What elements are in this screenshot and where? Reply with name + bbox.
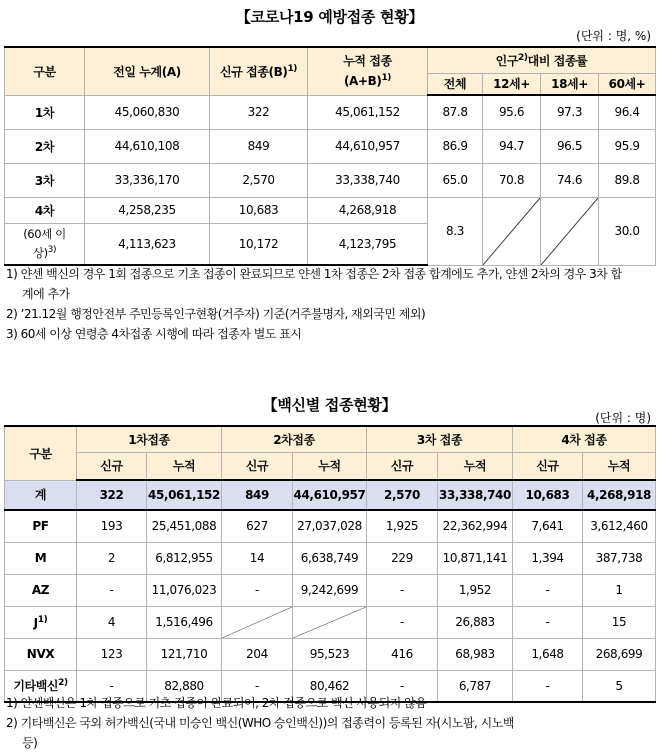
cell: - [513,670,583,702]
cell: 30.0 [599,197,656,265]
cell: 96.5 [541,129,599,163]
cell: - [222,670,293,702]
table-row [5,510,656,542]
cell: 10,172 [210,223,308,265]
cell: 11,076,023 [147,574,222,606]
cell: 89.8 [599,163,656,197]
cell: 6,638,749 [293,542,367,574]
cell: 4 [77,606,147,638]
cell: 193 [77,510,147,542]
diagonal-empty-cell [541,197,599,265]
cell: 10,871,141 [438,542,513,574]
cell: 95.9 [599,129,656,163]
note: 계에 추가 [22,287,70,301]
col-header-new: 신규 [367,452,438,480]
cell: 6,812,955 [147,542,222,574]
cell: 1,394 [513,542,583,574]
cell: 1 [583,574,656,606]
row-label: 계 [5,480,77,510]
cell: 26,883 [438,606,513,638]
total-row [5,480,656,510]
table-row [5,129,656,163]
cell: 229 [367,542,438,574]
col-header-category: 구분 [5,426,77,480]
cell: 123 [77,638,147,670]
cell: 9,242,699 [293,574,367,606]
table-row [5,197,656,223]
row-label: PF [5,510,77,542]
cell: 5 [583,670,656,702]
table-row [5,606,656,638]
cell: 15 [583,606,656,638]
cell: 268,699 [583,638,656,670]
table-row [5,574,656,606]
cell: 387,738 [583,542,656,574]
col-header-cumulative: 누적 접종 $(A+B)^{1)}$ [308,47,428,95]
cell: 4,268,918 [308,197,428,223]
cell: 2,570 [210,163,308,197]
col-header-new: 신규 접종$(B)^{1)}$ [210,47,308,95]
cell: 4,123,795 [308,223,428,265]
note: 3) 60세 이상 연령층 4차접종 시행에 따라 접종자 별도 표시 [6,327,302,341]
col-header-rate-group: 인구$^{2)}$대비 접종률 [428,47,656,73]
row-label: 기타백신$^{2)}$ [5,670,77,702]
row-label: 4차 [5,197,85,223]
col-header-60plus: 60세+ [599,73,656,95]
cell: 45,061,152 [308,95,428,129]
table-row [5,95,656,129]
col-header-18plus: 18세+ [541,73,599,95]
cell: 70.8 [483,163,541,197]
row-label: M [5,542,77,574]
cell: 74.6 [541,163,599,197]
col-header-dose1: 1차접종 [77,426,222,452]
table1-title: 【코로나19 예방접종 현황】 [235,8,424,26]
cell: 322 [77,480,147,510]
row-label: 3차 [5,163,85,197]
diagonal-empty-cell [483,197,541,265]
col-header-12plus: 12세+ [483,73,541,95]
cell: 1,516,496 [147,606,222,638]
col-header-cum: 누적 [438,452,513,480]
cell: 8.3 [428,197,483,265]
col-header-cum: 누적 [147,452,222,480]
cell: 22,362,994 [438,510,513,542]
row-label: NVX [5,638,77,670]
col-header-dose4: 4차 접종 [513,426,656,452]
col-header-cum: 누적 [583,452,656,480]
note: 1) 얀센 백신의 경우 1회 접종으로 기초 접종이 완료되므로 얀센 1차 접종은 2차 접종 합계에도 추가, 얀센 2차의 경우 3차 합 [6,267,622,281]
diagonal-empty-cell [293,606,367,638]
cell: 80,462 [293,670,367,702]
vaccine-type-table [4,425,656,703]
cell: 33,336,170 [85,163,210,197]
cell: 204 [222,638,293,670]
col-header-new: 신규 [77,452,147,480]
row-label: 1차 [5,95,85,129]
note: 등) [22,736,38,750]
cell: - [367,670,438,702]
note: 1) 얀센백신은 1차 접종으로 기초 접종이 완료되어, 2차 접종으로 백신 사용되지 않음 [6,696,427,710]
cell: 3,612,460 [583,510,656,542]
cell: 849 [222,480,293,510]
cell: 94.7 [483,129,541,163]
cell: - [367,574,438,606]
cell: 97.3 [541,95,599,129]
cell: 68,983 [438,638,513,670]
cell: - [222,574,293,606]
cell: 10,683 [513,480,583,510]
cell: 121,710 [147,638,222,670]
cell: 10,683 [210,197,308,223]
cell: 25,451,088 [147,510,222,542]
cell: 86.9 [428,129,483,163]
row-label: 2차 [5,129,85,163]
cell: 44,610,957 [308,129,428,163]
cell: 2,570 [367,480,438,510]
note: 2) ’21.12월 행정안전부 주민등록인구현황(거주자) 기준(거주불명자, 재외국민 제외) [6,307,426,321]
cell: 87.8 [428,95,483,129]
col-header-dose3: 3차 접종 [367,426,513,452]
table2-unit: (단위 : 명) [595,411,651,425]
cell: 96.4 [599,95,656,129]
table-row [5,638,656,670]
cell: - [367,606,438,638]
cell: 44,610,957 [293,480,367,510]
cell: 27,037,028 [293,510,367,542]
col-header-new: 신규 [222,452,293,480]
cell: - [77,574,147,606]
cell: 6,787 [438,670,513,702]
cell: 95.6 [483,95,541,129]
cell: 33,338,740 [438,480,513,510]
cell: 4,113,623 [85,223,210,265]
table1-notes [6,264,656,344]
cell: 82,880 [147,670,222,702]
cell: 849 [210,129,308,163]
cell: 14 [222,542,293,574]
vaccination-status-table [4,46,656,266]
cell: 33,338,740 [308,163,428,197]
cell: 95,523 [293,638,367,670]
cell: 416 [367,638,438,670]
cell: 2 [77,542,147,574]
table2-notes [6,693,656,753]
cell: 4,268,918 [583,480,656,510]
col-header-all: 전체 [428,73,483,95]
row-label: $J^{1)}$ [5,606,77,638]
note: 2) 기타백신은 국외 허가백신(국내 미승인 백신(WHO 승인백신))의 접종력이 등록된 자(시노팜, 시노백 [6,716,514,730]
col-header-cum: 누적 [293,452,367,480]
table-row [5,542,656,574]
cell: 1,925 [367,510,438,542]
cell: 45,060,830 [85,95,210,129]
diagonal-empty-cell [222,606,293,638]
cell: 4,258,235 [85,197,210,223]
cell: 322 [210,95,308,129]
cell: - [513,606,583,638]
cell: 44,610,108 [85,129,210,163]
cell: - [77,670,147,702]
table2-title: 【백신별 접종현황】 [262,396,397,414]
col-header-new: 신규 [513,452,583,480]
col-header-category: 구분 [5,47,85,95]
cell: 65.0 [428,163,483,197]
col-header-prev-total: 전일 누계(A) [85,47,210,95]
cell: 7,641 [513,510,583,542]
table-row [5,163,656,197]
cell: 45,061,152 [147,480,222,510]
row-label-60plus: (60세 이 상)$^{3)}$ [5,223,85,265]
cell: 1,952 [438,574,513,606]
cell: 627 [222,510,293,542]
cell: 1,648 [513,638,583,670]
table1-unit: (단위 : 명, %) [576,29,651,43]
row-label: AZ [5,574,77,606]
col-header-dose2: 2차접종 [222,426,367,452]
cell: - [513,574,583,606]
